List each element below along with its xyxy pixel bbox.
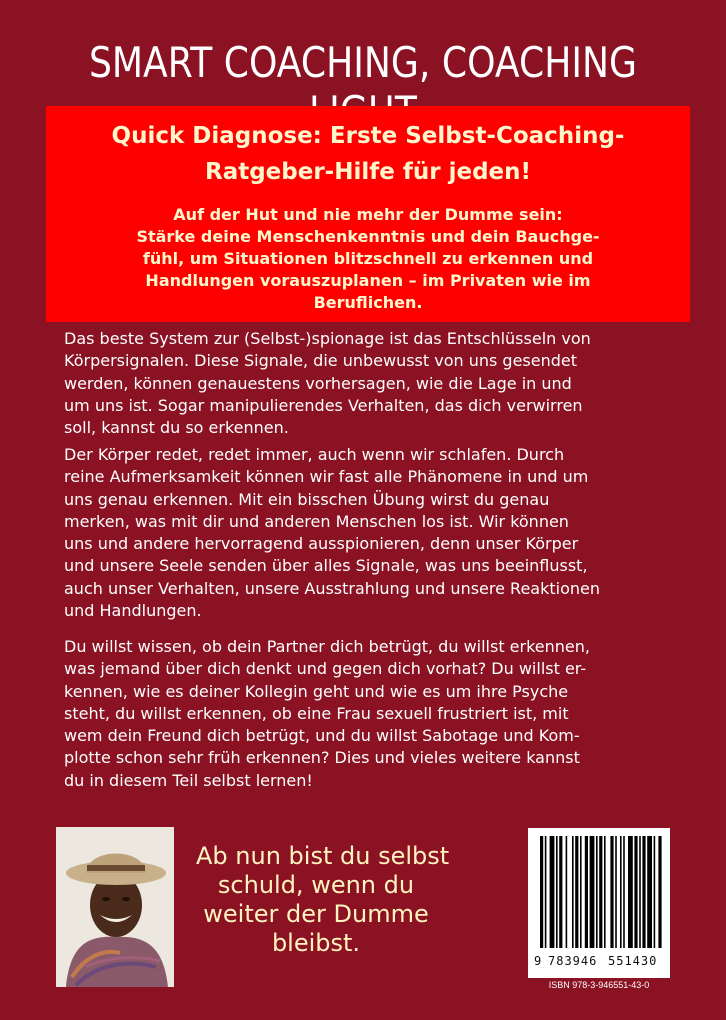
barcode	[528, 828, 670, 978]
barcode-bar	[550, 836, 555, 948]
barcode-bar	[658, 836, 661, 948]
barcode-bar	[556, 836, 558, 948]
barcode-first-digit: 9	[534, 954, 542, 968]
barcode-bar	[634, 836, 637, 948]
paragraph-line: merken, was mit dir und anderen Menschen los ist. Wir können	[64, 511, 569, 531]
paragraph-line: kennen, wie es deiner Kollegin geht und wie es um ihre Psyche	[64, 681, 569, 701]
barcode-bar	[628, 836, 633, 948]
quote-line: Ab nun bist du selbst	[196, 842, 450, 870]
highlight-box	[46, 106, 690, 322]
barcode-bar	[615, 836, 617, 948]
barcode-bar	[590, 836, 595, 948]
body-paragraph-2	[64, 444, 664, 622]
paragraph-line: steht, du willst erkennen, ob eine Frau sexuell frustriert ist, mit	[64, 703, 569, 723]
paragraph-line: uns genau erkennen. Mit ein bisschen Übung wirst du genau	[64, 489, 550, 509]
barcode-bar	[654, 836, 656, 948]
back-cover-title: SMART COACHING, COACHING	[88, 38, 638, 87]
paragraph-line: um uns ist. Sogar manipulierendes Verhalten, das dich verwirren	[64, 395, 583, 415]
barcode-bar	[623, 836, 625, 948]
barcode-bar	[580, 836, 582, 948]
isbn-label: ISBN 978-3-946551-43-0	[548, 980, 650, 990]
quote-line: schuld, wenn du	[217, 871, 415, 899]
body-paragraph-1	[64, 328, 664, 439]
barcode-bar	[610, 836, 613, 948]
paragraph-line: auch unser Verhalten, unsere Ausstrahlung und unsere Reaktionen	[64, 578, 600, 598]
quote-line: weiter der Dumme	[203, 900, 429, 928]
highlight-headline	[46, 118, 690, 190]
paragraph-line: Du willst wissen, ob dein Partner dich betrügt, du willst erkennen,	[64, 637, 590, 656]
subtext-line: fühl, um Situationen blitzschnell zu erkennen und	[142, 249, 594, 268]
barcode-bar	[540, 836, 543, 948]
subtext-line: Auf der Hut und nie mehr der Dumme sein:	[173, 205, 563, 224]
highlight-subtext	[66, 204, 670, 314]
paragraph-line: was jemand über dich denkt und gegen dich vorhat? Du willst er-	[64, 659, 587, 679]
barcode-bar	[585, 836, 588, 948]
barcode-bar	[639, 836, 641, 948]
paragraph-line: du in diesem Teil selbst lernen!	[64, 770, 313, 790]
barcode-bar	[572, 836, 574, 948]
barcode-bar	[575, 836, 578, 948]
paragraph-line: und unsere Seele senden über alles Signale, was uns beeinflusst,	[64, 556, 588, 576]
author-photo	[56, 827, 174, 987]
barcode-bar	[642, 836, 645, 948]
barcode-bar	[647, 836, 652, 948]
paragraph-line: Der Körper redet, redet immer, auch wenn wir schlafen. Durch	[64, 445, 565, 464]
barcode-bars	[528, 828, 670, 952]
paragraph-line: uns und andere hervorragend ausspionieren, denn unser Körper	[64, 534, 579, 554]
barcode-bar	[620, 836, 622, 948]
paragraph-line: plotte schon sehr früh erkennen? Dies und vieles weitere kannst	[64, 748, 580, 768]
paragraph-line: und Handlungen.	[64, 601, 202, 621]
headline-line: Quick Diagnose: Erste Selbst-Coaching-	[111, 123, 625, 149]
barcode-bar	[604, 836, 606, 948]
barcode-digit-group-1: 783946	[548, 954, 598, 968]
subtext-line: Handlungen vorauszuplanen – im Privaten wie im	[145, 271, 591, 290]
barcode-bar	[559, 836, 562, 948]
barcode-digit-group-2: 551430	[608, 954, 658, 968]
barcode-digits	[528, 952, 670, 972]
subtext-line: Beruflichen.	[313, 293, 423, 312]
body-paragraph-3	[64, 636, 664, 792]
paragraph-line: werden, können genauestens vorhersagen, wie die Lage in und	[64, 373, 572, 393]
quote-text	[196, 842, 450, 958]
paragraph-line: Körpersignalen. Diese Signale, die unbewusst von uns gesendet	[64, 351, 578, 371]
headline-line: Ratgeber-Hilfe für jeden!	[204, 159, 531, 185]
barcode-bar	[545, 836, 547, 948]
quote-line: bleibst.	[271, 929, 361, 957]
paragraph-line: Das beste System zur (Selbst-)spionage ist das Entschlüsseln von	[64, 329, 591, 348]
subtext-line: Stärke deine Menschenkenntnis und dein Bauchge-	[136, 227, 600, 246]
barcode-bar	[566, 836, 568, 948]
paragraph-line: reine Aufmerksamkeit können wir fast alle Phänomene in und um	[64, 467, 589, 487]
barcode-bar	[596, 836, 598, 948]
paragraph-line: wem dein Freund dich betrügt, und du willst Sabotage und Kom-	[64, 726, 580, 746]
barcode-bar	[599, 836, 602, 948]
author-portrait-illustration	[56, 827, 174, 987]
paragraph-line: soll, kannst du so erkennen.	[64, 418, 289, 438]
